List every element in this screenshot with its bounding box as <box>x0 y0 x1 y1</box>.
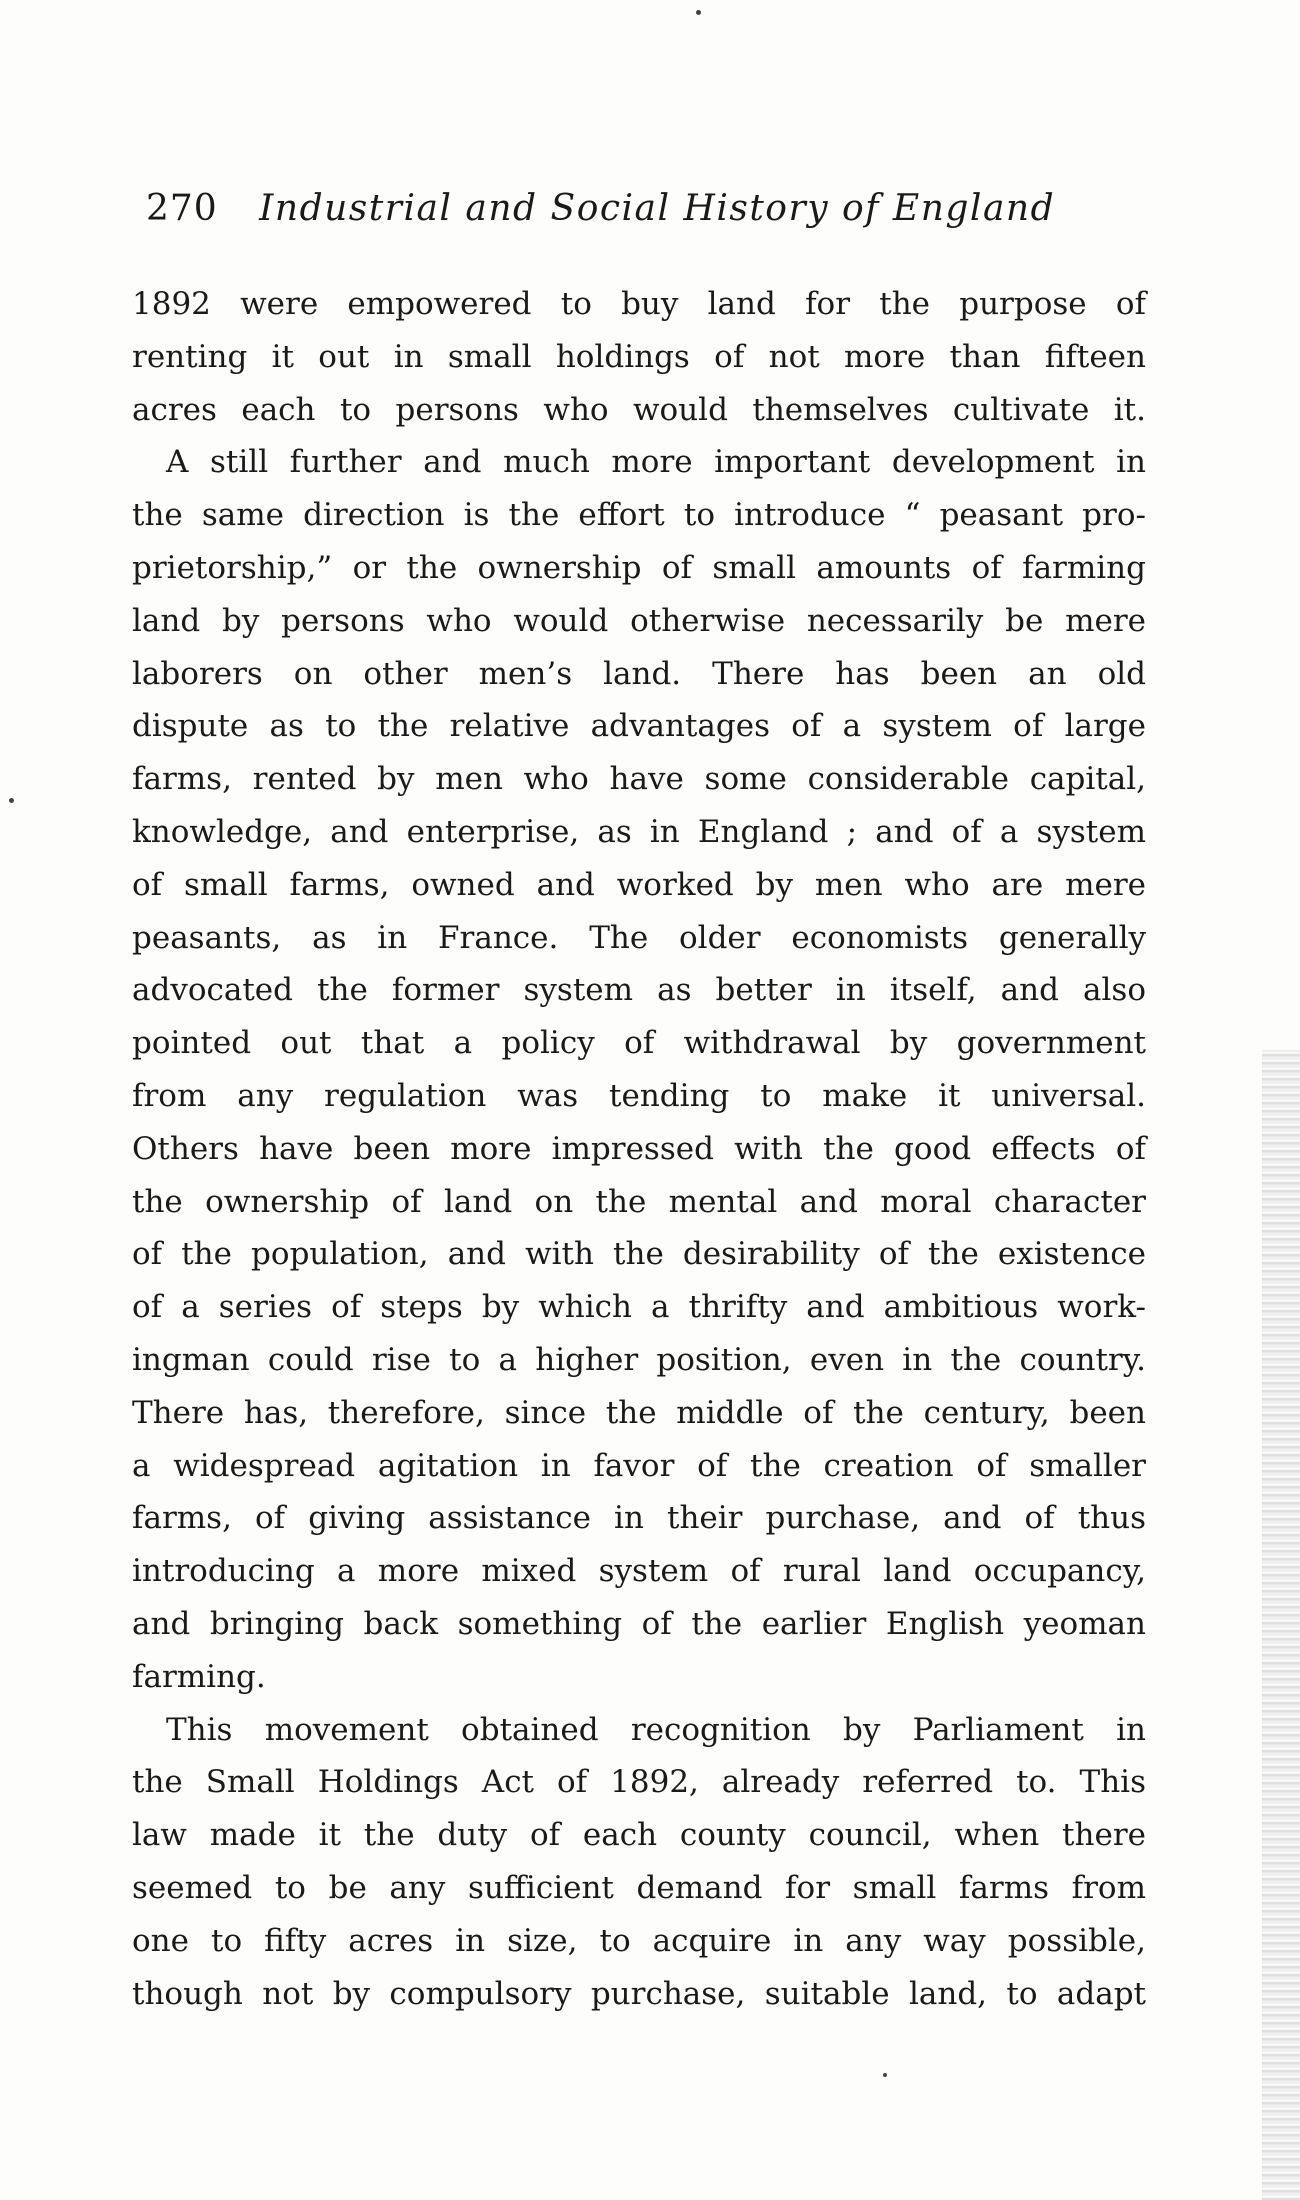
ink-speck <box>696 10 701 15</box>
text-line: ingman could rise to a higher position, even in the country. <box>132 1341 1146 1378</box>
text-line: one to fifty acres in size, to acquire in any way possible, <box>132 1922 1146 1959</box>
text-line: farms, rented by men who have some considerable capital, <box>132 761 1146 798</box>
text-line: laborers on other men’s land. There has been an old <box>132 655 1146 692</box>
text-line: peasants, as in France. The older economists generally <box>132 919 1146 956</box>
text-line: the same direction is the effort to introduce “ peasant pro- <box>132 497 1146 534</box>
text-line: of the population, and with the desirability of the existence <box>132 1236 1146 1273</box>
ink-speck <box>883 2073 887 2077</box>
text-line: renting it out in small holdings of not more than fifteen <box>132 338 1146 375</box>
running-title: Industrial and Social History of England <box>259 188 1056 229</box>
text-line: dispute as to the relative advantages of a system of large <box>132 708 1146 745</box>
page-edge-shadow <box>1262 1050 1300 2200</box>
text-line: pointed out that a policy of withdrawal by government <box>132 1025 1146 1062</box>
text-line: the Small Holdings Act of 1892, already referred to. This <box>132 1764 1146 1801</box>
text-line: though not by compulsory purchase, suitable land, to adapt <box>132 1975 1146 2012</box>
text-line: knowledge, and enterprise, as in England ; and of a system <box>132 813 1146 850</box>
text-line: 1892 were empowered to buy land for the purpose of <box>132 286 1146 322</box>
text-line: acres each to persons who would themselves cultivate it. <box>132 391 1146 428</box>
body-text <box>132 278 1146 2020</box>
paragraph-start-line: A still further and much more important development in <box>166 444 1146 481</box>
text-line: of a series of steps by which a thrifty and ambitious work- <box>132 1289 1146 1326</box>
paragraph-end-line: farming. <box>132 1658 266 1695</box>
running-head <box>146 188 1146 248</box>
text-line: a widespread agitation in favor of the creation of smaller <box>132 1447 1146 1484</box>
paragraph-start-line: This movement obtained recognition by Parliament in <box>166 1711 1146 1748</box>
text-line: farms, of giving assistance in their purchase, and of thus <box>132 1500 1146 1537</box>
text-line: advocated the former system as better in itself, and also <box>132 972 1146 1009</box>
text-line: seemed to be any sufficient demand for small farms from <box>132 1869 1146 1906</box>
text-line: the ownership of land on the mental and moral character <box>132 1183 1146 1220</box>
text-line: prietorship,” or the ownership of small amounts of farming <box>132 549 1146 586</box>
text-line: land by persons who would otherwise necessarily be mere <box>132 602 1146 639</box>
text-line: introducing a more mixed system of rural land occupancy, <box>132 1553 1146 1590</box>
text-line: There has, therefore, since the middle of the century, been <box>132 1394 1146 1431</box>
text-line: and bringing back something of the earlier English yeoman <box>132 1605 1146 1642</box>
text-line: Others have been more impressed with the good effects of <box>132 1130 1146 1167</box>
text-line: from any regulation was tending to make it universal. <box>132 1077 1146 1114</box>
text-line: of small farms, owned and worked by men who are mere <box>132 866 1146 903</box>
text-line: law made it the duty of each county council, when there <box>132 1817 1146 1854</box>
ink-speck <box>9 798 14 803</box>
page-number: 270 <box>146 188 218 229</box>
